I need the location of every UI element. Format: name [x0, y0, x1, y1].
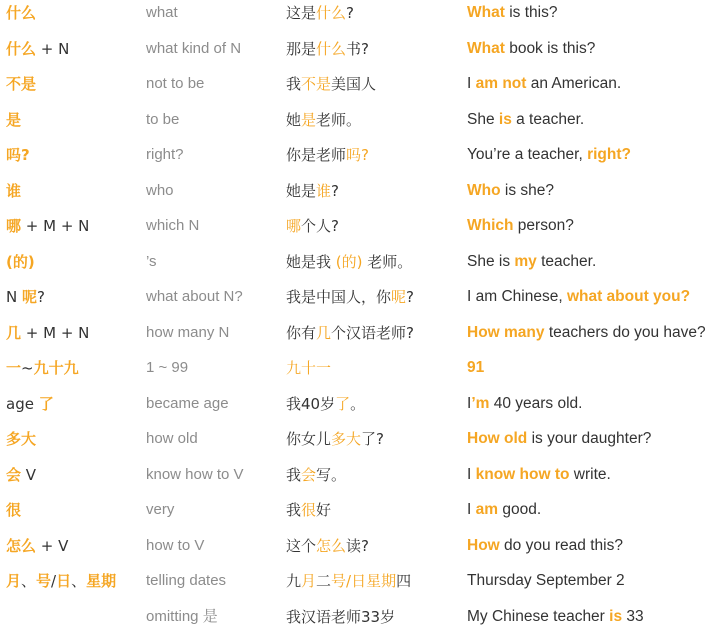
- text-segment: 个人?: [301, 217, 339, 235]
- table-row: [0, 142, 665, 178]
- pattern-cell: [6, 604, 136, 639]
- text-segment: 写。: [316, 466, 346, 484]
- text-segment: 书?: [346, 40, 369, 58]
- highlight-segment: 会: [6, 466, 21, 484]
- example-cell: [286, 213, 456, 249]
- text-segment: She is: [467, 253, 514, 270]
- table-row: [0, 213, 665, 249]
- highlight-segment: 几: [316, 324, 331, 342]
- meaning-cell-text: became age: [146, 395, 229, 412]
- highlight-segment: my: [514, 253, 536, 270]
- translation-cell: [467, 178, 665, 214]
- text-segment: I: [467, 501, 476, 518]
- meaning-cell: [146, 568, 276, 604]
- highlight-segment: know how to: [476, 466, 570, 483]
- text-segment: V: [21, 466, 36, 484]
- pattern-cell: [6, 284, 136, 320]
- highlight-segment: 谁: [316, 182, 331, 200]
- text-segment: is this?: [505, 4, 558, 21]
- example-cell: [286, 107, 456, 143]
- text-segment: 你有: [286, 324, 316, 342]
- translation-cell: [467, 568, 665, 604]
- text-segment: 、: [71, 572, 86, 590]
- pattern-cell: [6, 320, 136, 356]
- meaning-cell-text: not to be: [146, 75, 204, 92]
- example-cell: [286, 391, 456, 427]
- meaning-cell: [146, 284, 276, 320]
- highlight-segment: What: [467, 4, 505, 21]
- pattern-cell: [6, 355, 136, 391]
- highlight-segment: 什么: [6, 40, 36, 58]
- highlight-segment: 星期: [86, 572, 116, 590]
- highlight-segment: 日: [56, 572, 71, 590]
- translation-cell: [467, 213, 665, 249]
- table-row: [0, 178, 665, 214]
- meaning-cell-text: very: [146, 501, 174, 518]
- text-segment: My Chinese teacher: [467, 608, 609, 625]
- pattern-cell: [6, 426, 136, 462]
- text-segment: I: [467, 75, 476, 92]
- pattern-cell: [6, 462, 136, 498]
- text-segment: 我是中国人，你: [286, 288, 391, 306]
- pattern-cell: [6, 107, 136, 143]
- highlight-segment: 怎么: [316, 537, 346, 555]
- table-row: [0, 320, 665, 356]
- highlight-segment: 哪: [6, 217, 21, 235]
- text-segment: ?: [346, 4, 354, 22]
- meaning-cell: [146, 142, 276, 178]
- text-segment: is she?: [501, 182, 554, 199]
- meaning-cell: [146, 533, 276, 569]
- text-segment: an American.: [526, 75, 621, 92]
- text-segment: Thursday September 2: [467, 572, 625, 589]
- translation-cell: [467, 604, 665, 639]
- example-cell: [286, 178, 456, 214]
- table-row: [0, 533, 665, 569]
- text-segment: You’re a teacher,: [467, 146, 587, 163]
- text-segment: 了?: [361, 430, 384, 448]
- text-segment: 老师。: [316, 111, 361, 129]
- example-cell: [286, 462, 456, 498]
- text-segment: age: [6, 395, 39, 413]
- table-row: [0, 462, 665, 498]
- translation-cell: [467, 533, 665, 569]
- meaning-cell: [146, 604, 276, 639]
- text-segment: book is this?: [505, 40, 595, 57]
- pattern-cell: [6, 568, 136, 604]
- text-segment: is your daughter?: [527, 430, 651, 447]
- meaning-cell-text: which N: [146, 217, 199, 234]
- highlight-segment: 月: [301, 572, 316, 590]
- table-row: [0, 249, 665, 285]
- highlight-segment: is: [609, 608, 622, 625]
- text-segment: person?: [514, 217, 574, 234]
- translation-cell: [467, 36, 665, 72]
- highlight-segment: 多大: [331, 430, 361, 448]
- highlight-segment: 吗?: [6, 146, 30, 164]
- table-row: [0, 604, 665, 639]
- meaning-cell-text: to be: [146, 111, 179, 128]
- text-segment: 我汉语老师33岁: [286, 608, 395, 626]
- text-segment: 我40岁: [286, 395, 335, 413]
- highlight-segment: 哪: [286, 217, 301, 235]
- translation-cell: [467, 355, 665, 391]
- example-cell: [286, 284, 456, 320]
- meaning-cell-text: omitting 是: [146, 608, 218, 625]
- text-segment: 美国人: [331, 75, 376, 93]
- meaning-cell: [146, 497, 276, 533]
- highlight-segment: 什么: [6, 4, 36, 22]
- text-segment: a teacher.: [512, 111, 584, 128]
- text-segment: She: [467, 111, 499, 128]
- translation-cell: [467, 107, 665, 143]
- text-segment: 那是: [286, 40, 316, 58]
- translation-cell: [467, 462, 665, 498]
- highlight-segment: Which: [467, 217, 514, 234]
- translation-cell: [467, 497, 665, 533]
- text-segment: 33: [622, 608, 644, 625]
- meaning-cell-text: what about N?: [146, 288, 243, 305]
- highlight-segment: 什么: [316, 4, 346, 22]
- table-row: [0, 355, 665, 391]
- translation-cell: [467, 426, 665, 462]
- translation-cell: [467, 142, 665, 178]
- meaning-cell: [146, 178, 276, 214]
- meaning-cell-text: how old: [146, 430, 198, 447]
- highlight-segment: am: [476, 501, 498, 518]
- text-segment: 我: [286, 75, 301, 93]
- translation-cell: [467, 391, 665, 427]
- example-cell: [286, 604, 456, 639]
- meaning-cell-text: what kind of N: [146, 40, 241, 57]
- text-segment: teachers do you have?: [545, 324, 706, 341]
- example-cell: [286, 249, 456, 285]
- pattern-cell: [6, 533, 136, 569]
- pattern-cell: [6, 213, 136, 249]
- meaning-cell: [146, 462, 276, 498]
- example-cell: [286, 533, 456, 569]
- highlight-segment: 了: [335, 395, 350, 413]
- meaning-cell: [146, 107, 276, 143]
- text-segment: 这个: [286, 537, 316, 555]
- text-segment: 她是: [286, 182, 316, 200]
- highlight-segment: 是: [6, 111, 21, 129]
- pattern-cell: [6, 36, 136, 72]
- text-segment: 我: [286, 501, 301, 519]
- text-segment: 你女儿: [286, 430, 331, 448]
- text-segment: 四: [396, 572, 411, 590]
- text-segment: write.: [569, 466, 610, 483]
- meaning-cell-text: what: [146, 4, 178, 21]
- highlight-segment: 很: [6, 501, 21, 519]
- meaning-cell: [146, 391, 276, 427]
- highlight-segment: 一: [6, 359, 21, 377]
- example-cell: [286, 71, 456, 107]
- text-segment: good.: [498, 501, 541, 518]
- highlight-segment: 月: [6, 572, 21, 590]
- highlight-segment: 九十九: [34, 359, 79, 377]
- highlight-segment: 号/日星期: [331, 572, 396, 590]
- text-segment: /: [51, 572, 56, 590]
- meaning-cell-text: who: [146, 182, 174, 199]
- highlight-segment: (的): [6, 253, 35, 271]
- text-segment: 、: [21, 572, 36, 590]
- pattern-cell: [6, 71, 136, 107]
- highlight-segment: 号: [36, 572, 51, 590]
- meaning-cell-text: right?: [146, 146, 184, 163]
- pattern-cell: [6, 249, 136, 285]
- meaning-cell-text: how to V: [146, 537, 204, 554]
- table-row: [0, 391, 665, 427]
- table-row: [0, 0, 665, 36]
- text-segment: 我: [286, 466, 301, 484]
- translation-cell: [467, 284, 665, 320]
- example-cell: [286, 497, 456, 533]
- highlight-segment: what about you?: [567, 288, 690, 305]
- highlight-segment: 几: [6, 324, 21, 342]
- table-row: [0, 71, 665, 107]
- meaning-cell: [146, 36, 276, 72]
- pattern-cell: [6, 178, 136, 214]
- highlight-segment: 91: [467, 359, 484, 376]
- table-row: [0, 568, 665, 604]
- meaning-cell: [146, 213, 276, 249]
- meaning-cell-text: how many N: [146, 324, 229, 341]
- highlight-segment: 了: [39, 395, 54, 413]
- translation-cell: [467, 320, 665, 356]
- meaning-cell-text: ’s: [146, 253, 157, 270]
- meaning-cell-text: know how to V: [146, 466, 244, 483]
- meaning-cell: [146, 249, 276, 285]
- highlight-segment: 多大: [6, 430, 36, 448]
- highlight-segment: How old: [467, 430, 527, 447]
- text-segment: ?: [37, 288, 45, 306]
- text-segment: N: [6, 288, 22, 306]
- text-segment: + M + N: [21, 324, 89, 342]
- highlight-segment: How: [467, 537, 500, 554]
- pattern-cell: [6, 391, 136, 427]
- text-segment: I am Chinese,: [467, 288, 567, 305]
- highlight-segment: How many: [467, 324, 545, 341]
- text-segment: 你是老师: [286, 146, 346, 164]
- highlight-segment: 不是: [6, 75, 36, 93]
- text-segment: 这是: [286, 4, 316, 22]
- table-row: [0, 497, 665, 533]
- highlight-segment: ’m: [471, 395, 489, 412]
- highlight-segment: 是: [301, 111, 316, 129]
- highlight-segment: Who: [467, 182, 501, 199]
- highlight-segment: am not: [476, 75, 527, 92]
- text-segment: 二: [316, 572, 331, 590]
- example-cell: [286, 568, 456, 604]
- pattern-cell: [6, 0, 136, 36]
- highlight-segment: right?: [587, 146, 631, 163]
- highlight-segment: (的): [336, 253, 363, 271]
- highlight-segment: 很: [301, 501, 316, 519]
- text-segment: ~: [21, 359, 34, 377]
- example-cell: [286, 142, 456, 178]
- text-segment: 。: [350, 395, 365, 413]
- translation-cell: [467, 0, 665, 36]
- table-row: [0, 107, 665, 143]
- example-cell: [286, 426, 456, 462]
- highlight-segment: 谁: [6, 182, 21, 200]
- meaning-cell: [146, 426, 276, 462]
- text-segment: 40 years old.: [489, 395, 582, 412]
- meaning-cell: [146, 320, 276, 356]
- pattern-cell: [6, 142, 136, 178]
- text-segment: + N: [36, 40, 69, 58]
- text-segment: do you read this?: [500, 537, 623, 554]
- text-segment: ?: [331, 182, 339, 200]
- highlight-segment: 呢: [391, 288, 406, 306]
- text-segment: teacher.: [537, 253, 596, 270]
- text-segment: 九: [286, 572, 301, 590]
- highlight-segment: 不是: [301, 75, 331, 93]
- translation-cell: [467, 71, 665, 107]
- highlight-segment: 怎么: [6, 537, 36, 555]
- highlight-segment: 会: [301, 466, 316, 484]
- text-segment: 好: [316, 501, 331, 519]
- text-segment: I: [467, 466, 476, 483]
- text-segment: 读?: [346, 537, 369, 555]
- meaning-cell: [146, 0, 276, 36]
- text-segment: ?: [406, 288, 414, 306]
- text-segment: 老师。: [363, 253, 413, 271]
- text-segment: + V: [36, 537, 68, 555]
- table-row: [0, 284, 665, 320]
- highlight-segment: is: [499, 111, 512, 128]
- example-cell: [286, 320, 456, 356]
- text-segment: 她是我: [286, 253, 336, 271]
- highlight-segment: 呢: [22, 288, 37, 306]
- highlight-segment: What: [467, 40, 505, 57]
- meaning-cell-text: 1 ~ 99: [146, 359, 188, 376]
- text-segment: I: [467, 395, 471, 412]
- example-cell: [286, 36, 456, 72]
- table-row: [0, 426, 665, 462]
- example-cell: [286, 0, 456, 36]
- pattern-cell: [6, 497, 136, 533]
- text-segment: 个汉语老师?: [331, 324, 414, 342]
- text-segment: + M + N: [21, 217, 89, 235]
- highlight-segment: 什么: [316, 40, 346, 58]
- highlight-segment: 吗?: [346, 146, 369, 164]
- example-cell: [286, 355, 456, 391]
- meaning-cell: [146, 71, 276, 107]
- text-segment: 她: [286, 111, 301, 129]
- table-row: [0, 36, 665, 72]
- meaning-cell: [146, 355, 276, 391]
- translation-cell: [467, 249, 665, 285]
- meaning-cell-text: telling dates: [146, 572, 226, 589]
- highlight-segment: 九十一: [286, 359, 331, 377]
